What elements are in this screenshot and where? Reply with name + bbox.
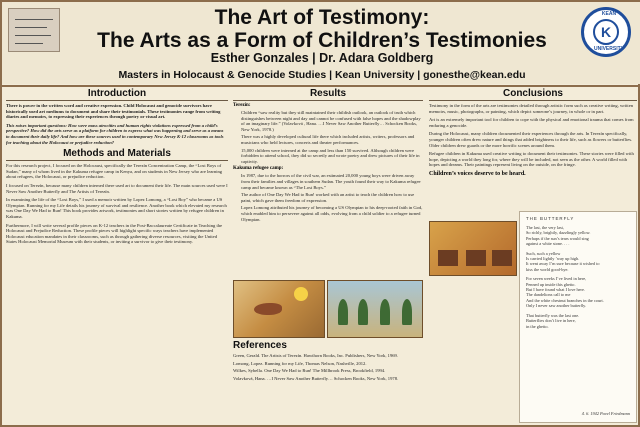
conclusions-paragraph-4: Refugee children in Kakuma used creative writing to document their testimonies. These stories were filled with hope, depicting a world they long for, where they will be included, not seen as the other. A world filled with hopes and dreams. Their paintings represent living on the outside, on the fringe.: [429, 151, 634, 168]
reference-item: Volavková, Hana. …I Never Saw Another Butterfly… Schocken Books, New York, 1978.: [233, 375, 399, 381]
painting-house-shape: [466, 250, 486, 266]
children-drawing-image: [327, 280, 423, 338]
refugee-child-painting-image: [233, 280, 325, 338]
methods-paragraph-2: I focused on Terezín, because many children interned there used art to document their life. The main sources used were I Never Saw Another Butterfly and The Artists of Terezín.: [6, 182, 228, 194]
title-line-1: The Art of Testimony:: [214, 6, 430, 29]
poem-line: But I have found what I love here.: [526, 287, 585, 293]
poem-signature: 4. 6. 1942 Pavel Friedmann: [581, 411, 630, 416]
poem-title: THE BUTTERFLY: [526, 216, 575, 221]
poem-stanza: [526, 313, 630, 329]
authors: Esther Gonzales | Dr. Adara Goldberg: [210, 51, 434, 65]
poem-line: And the white chestnut branches in the court.: [526, 297, 604, 303]
poem-line: Such, such a yellow: [526, 250, 561, 256]
village-painting-image: [429, 221, 517, 276]
affiliation: Masters in Holocaust & Genocide Studies | Kean University | gonesthe@kean.edu: [118, 69, 526, 81]
drawing-tree-shape: [358, 299, 368, 325]
column-right: [429, 88, 637, 220]
terezin-label: Terezín:: [233, 103, 251, 108]
references-section: [233, 340, 423, 383]
poem-line: in the ghetto.: [526, 323, 549, 329]
drawing-tree-shape: [402, 299, 412, 325]
seal-bottom-text: UNIVERSITY: [593, 46, 624, 52]
conclusions-paragraph-3: During the Holocaust, many children documented their experiences through the arts. In Terezín specifically, younger children often drew nature and things that added brightness to their life, such as flowers or butterflies. Older children drew guards or the more horrific scenes around them.: [429, 131, 633, 148]
conclusions-paragraph-2: Art is an extremely important tool for children to cope with the physical and emotional trauma that comes from enduring a genocide.: [429, 117, 634, 128]
poster-header: [2, 2, 640, 84]
results-heading: Results: [233, 88, 423, 101]
poem-line: The last, the very last,: [526, 225, 564, 230]
poem-line: Butterflies don’t live in here,: [526, 318, 576, 324]
introduction-heading: Introduction: [6, 88, 228, 101]
kakuma-label: Kakuma refugee camp:: [233, 166, 284, 172]
poem-line: against a white stone. . . .: [526, 241, 570, 247]
butterfly-poem-card: [519, 211, 637, 423]
poem-line: kiss the world good-bye.: [526, 266, 569, 272]
poem-line: That butterfly was the last one.: [526, 312, 580, 318]
reference-item: Wilkes, Sybella. One Day We Had to Run! The Millbrook Press, Brookfield, 1994.: [233, 368, 386, 374]
methods-paragraph-3: In examining the life of the “Lost Boys,” I used a memoir written by Lopez Lomong, a “Lost Boy” who became a US Olympian. Running for my Life details his journey of survival and resilience. Another book which elevated my research was One Day We Had to Run! This book provides artwork, testimonies and short stories written by refugee children in Kakuma.: [6, 197, 227, 219]
poem-line: Only I never saw another butterfly.: [526, 303, 587, 309]
terezin-item: • Children “saw reality but they still maintained their childish outlook, an outlook of truth which distinguishes between night and day and cannot be confused with false hopes and the shadowplay of an imaginary life.” (Volavková , Hana. …I Never Saw Another Butterfly… Schocken Books, New York, 1978.): [241, 110, 423, 132]
methods-paragraph-1: For this research project, I focused on the Holocaust, specifically the Terezín Concentration Camp, the “Lost Boys of Sudan,” many of whom lived in the Kakuma refugee camp in Kenya, and on students in New Jersey who are learning about refugees, the Holocaust, or prejudice reduction.: [6, 163, 223, 180]
poem-line: It went away I’m sure because it wished to: [526, 261, 600, 267]
conclusions-paragraph-1: Testimony in the form of the arts are testimonies detailed through artistic form such as creative writing, written memoirs, music, photographs, or painting, which depict someone’s journey, in whole or in part.: [429, 103, 634, 114]
drawing-tree-shape: [380, 299, 390, 325]
terezin-item: • 15,000 children were interned at the camp and less than 150 survived. Although children were forbidden to attend school, they did so secretly and wrote poetry and drew pictures of their life in captivity.: [241, 148, 423, 165]
title-line-2: The Arts as a Form of Children’s Testimonies: [97, 29, 547, 52]
kakuma-item: • The author of One Day We Had to Run! worked with an artist to teach the children how to use paint, which gave them freedom of expression.: [241, 192, 423, 203]
painting-house-shape: [492, 250, 512, 266]
poem-line: So richly, brightly, dazzlingly yellow.: [526, 230, 591, 236]
poem-line: Penned up inside this ghetto.: [526, 281, 576, 287]
poem-line: Perhaps if the sun’s tears would sing: [526, 235, 589, 241]
poem-line: Is carried lightly ’way up high.: [526, 256, 580, 262]
references-heading: References: [233, 340, 287, 351]
painting-figure-shape: [254, 303, 282, 315]
column-left: [6, 88, 228, 426]
kean-university-seal-logo: [581, 7, 631, 57]
column-middle: [233, 88, 423, 278]
terezin-list: [241, 110, 423, 164]
conclusions-closing-statement: Children’s voices deserve to be heard.: [429, 170, 526, 177]
reference-item: Green, Gerald. The Artists of Terezín. Hawthorn Books, Inc. Publishers, New York, 1969.: [233, 353, 398, 358]
introduction-paragraph-1: There is power in the written word and creative expression. Child Holocaust and genocide survivors have historically used art mediums to document and share their testimonials. These testimonies range from writing diaries and memoirs, to expressing their experiences through poetry or visual art.: [6, 103, 221, 120]
poem-stanza: [526, 225, 630, 247]
seal-mark: K: [600, 24, 612, 40]
kakuma-list: [241, 173, 423, 222]
kakuma-item: • Lopez Lomong attributed his journey of becoming a US Olympian to his deep-rooted faith in God, which enabled him to persevere against all odds, evolving from a child soldier to a refugee turned Olympian.: [241, 205, 423, 222]
painting-house-shape: [438, 250, 458, 266]
introduction-paragraph-2: This raises important questions: How were mass atrocities and human rights violations expressed from a child’s perspective? How did the arts serve as a platform for children to express what was happening and serve as a means to document their daily life? And how are these sources used in contemporary New Jersey K-12 classrooms as tools for teaching about the Holocaust or prejudice reduction?: [6, 122, 224, 145]
conclusions-heading: Conclusions: [429, 88, 637, 101]
methods-heading: Methods and Materials: [6, 148, 228, 161]
kakuma-item: • In 1987, due to the horrors of the civil war, an estimated 20,000 young boys were driven away from their families and villages in southern Sudan. The youth found their way to Kakuma refugee camp and became known as “The Lost Boys.”: [241, 173, 423, 190]
header-divider: [2, 85, 640, 87]
seal-top-text: KEAN: [601, 11, 617, 17]
painting-sun-shape: [294, 287, 308, 301]
poem-stanza: [526, 251, 630, 273]
poem-stanza: [526, 276, 630, 308]
poem-line: The dandelions call to me: [526, 292, 571, 298]
terezin-item: • There was a highly developed cultural life there which included artists, writers, professors and musicians who held lectures, concerts and theater performances.: [241, 134, 423, 145]
reference-item: Lomong, Lopez. Running for my Life, Thomas Nelson, Nashville, 2012.: [233, 360, 367, 366]
drawing-tree-shape: [338, 299, 348, 325]
methods-paragraph-4: Furthermore, I will write several profile pieces on K-12 teachers in the Post-Baccalaureate Certificate in Teaching the Holocaust and Prejudice Reduction. These profile pieces will highlight specific ways teachers have implemented Holocaust education mandates in their classrooms, such as through gathering diverse resources, visiting the United States Holocaust Memorial Museum with their students, or inviting a survivor to give their testimony.: [6, 222, 223, 245]
poem-line: For seven weeks I’ve lived in here,: [526, 276, 587, 282]
